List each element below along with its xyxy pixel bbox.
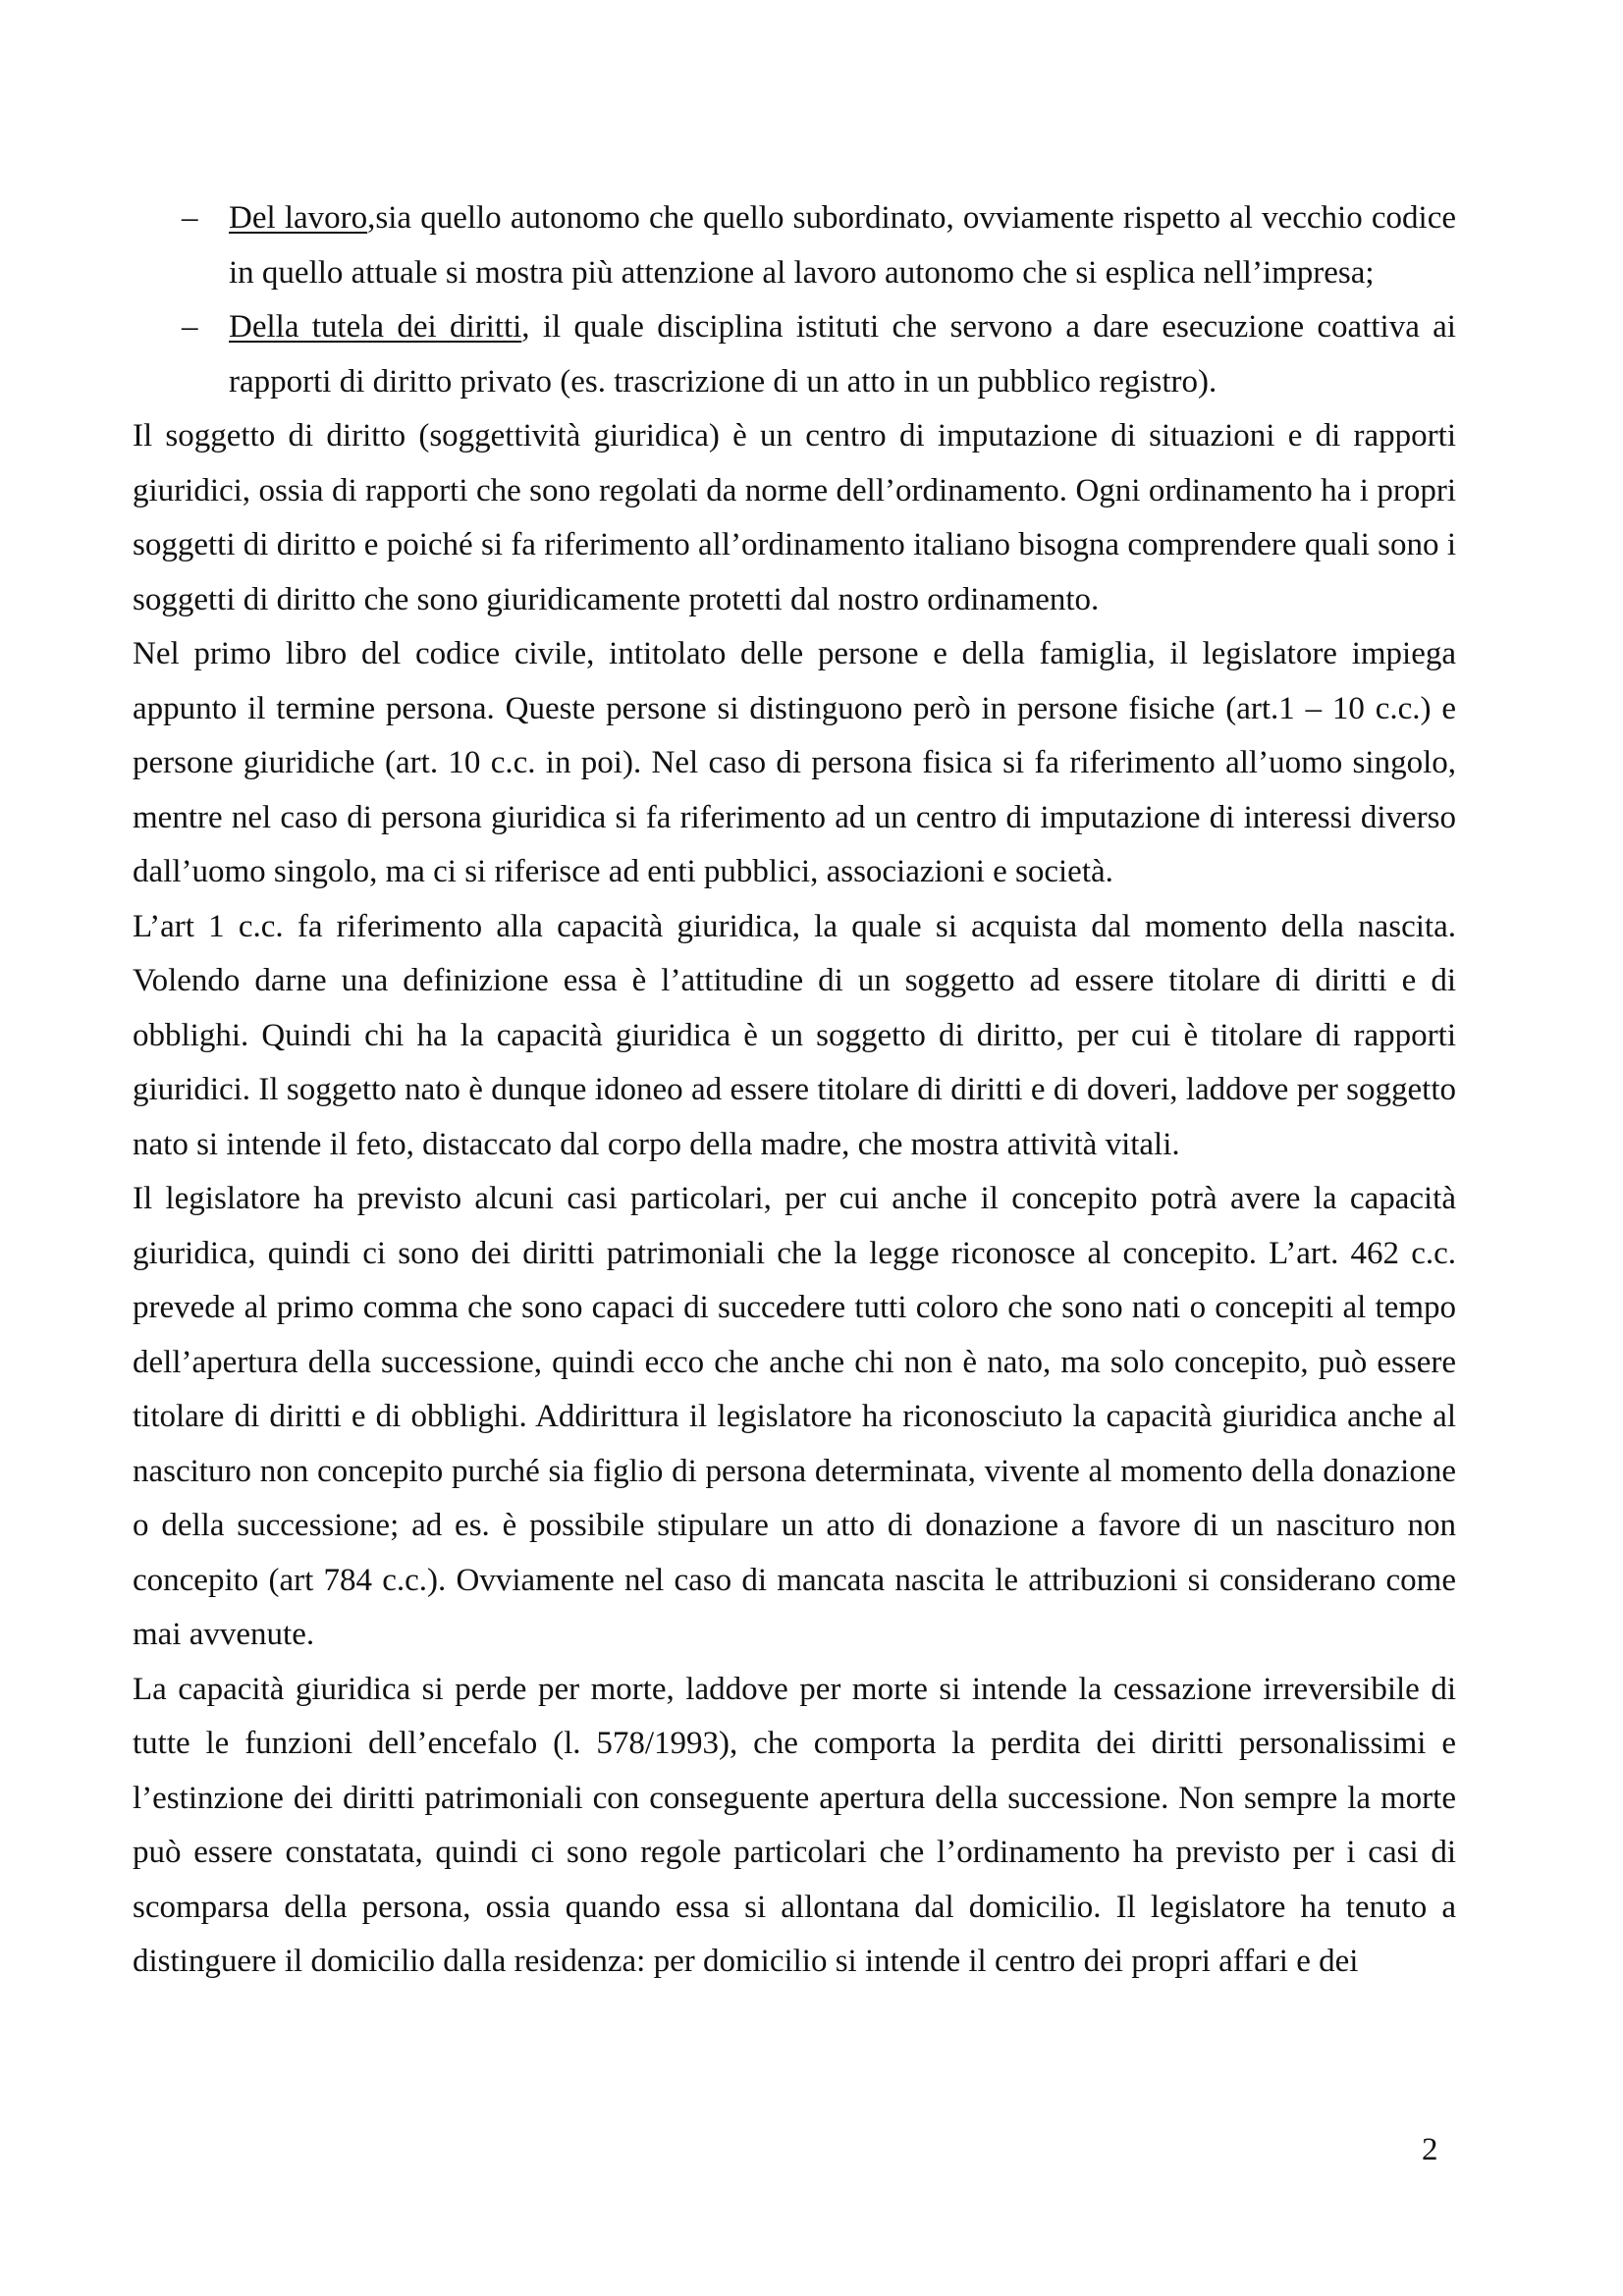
bullet-dash: – <box>182 200 198 236</box>
paragraph-persone: Nel primo libro del codice civile, intitolato delle persone e della famiglia, il legislatore impiega appunto il termine persona. Queste persone si distinguono però in persone fisiche (art.1 – 10 c.c.) e persone giuridiche (art. 10 c.c. in poi). Nel caso di persona fisica si fa riferimento all’uomo singolo, mentre nel caso di persona giuridica si fa riferimento ad un centro di imputazione di interessi diverso dall’uomo singolo, ma ci si riferisce ad enti pubblici, associazioni e società. <box>133 636 1456 889</box>
bullet-item-tutela <box>133 300 1456 409</box>
page-number: 2 <box>1422 2132 1438 2167</box>
paragraph-capacita-giuridica: L’art 1 c.c. fa riferimento alla capacità giuridica, la quale si acquista dal momento della nascita. Volendo darne una definizione essa è l’attitudine di un soggetto ad essere titolare di diritti e di obblighi. Quindi chi ha la capacità giuridica è un soggetto di diritto, per cui è titolare di rapporti giuridici. Il soggetto nato è dunque idoneo ad essere titolare di diritti e di doveri, laddove per soggetto nato si intende il feto, distaccato dal corpo della madre, che mostra attività vitali. <box>133 908 1456 1162</box>
bullet-term: Del lavoro <box>229 200 368 236</box>
paragraph-morte: La capacità giuridica si perde per morte, laddove per morte si intende la cessazione irreversibile di tutte le funzioni dell’encefalo (l. 578/1993), che comporta la perdita dei diritti personalissimi e l’estinzione dei diritti patrimoniali con conseguente apertura della successione. Non sempre la morte può essere constatata, quindi ci sono regole particolari che l’ordinamento ha previsto per i casi di scomparsa della persona, ossia quando essa si allontana dal domicilio. Il legislatore ha tenuto a distinguere il domicilio dalla residenza: per domicilio si intende il centro dei propri affari e dei <box>133 1671 1456 1979</box>
page-body <box>133 191 1456 1990</box>
bullet-dash: – <box>182 309 198 345</box>
paragraph-soggetto-di-diritto: Il soggetto di diritto (soggettività giuridica) è un centro di imputazione di situazioni e di rapporti giuridici, ossia di rapporti che sono regolati da norme dell’ordinamento. Ogni ordinamento ha i propri soggetti di diritto e poiché si fa riferimento all’ordinamento italiano bisogna comprendere quali sono i soggetti di diritto che sono giuridicamente protetti dal nostro ordinamento. <box>133 418 1456 617</box>
paragraph-concepito: Il legislatore ha previsto alcuni casi particolari, per cui anche il concepito potrà avere la capacità giuridica, quindi ci sono dei diritti patrimoniali che la legge riconosce al concepito. L’art. 462 c.c. prevede al primo comma che sono capaci di succedere tutti coloro che sono nati o concepiti al tempo dell’apertura della successione, quindi ecco che anche chi non è nato, ma solo concepito, può essere titolare di diritti e di obblighi. Addirittura il legislatore ha riconosciuto la capacità giuridica anche al nascituro non concepito purché sia figlio di persona determinata, vivente al momento della donazione o della successione; ad es. è possibile stipulare un atto di donazione a favore di un nascituro non concepito (art 784 c.c.). Ovviamente nel caso di mancata nascita le attribuzioni si considerano come mai avvenute. <box>133 1181 1456 1652</box>
bullet-text: ,sia quello autonomo che quello subordinato, ovviamente rispetto al vecchio codice in quello attuale si mostra più attenzione al lavoro autonomo che si esplica nell’impresa; <box>229 200 1456 291</box>
bullet-text: , il quale disciplina istituti che servono a dare esecuzione coattiva ai rapporti di diritto privato (es. trascrizione di un atto in un pubblico registro). <box>229 309 1456 400</box>
bullet-term: Della tutela dei diritti <box>229 309 522 345</box>
bullet-item-lavoro <box>133 191 1456 300</box>
